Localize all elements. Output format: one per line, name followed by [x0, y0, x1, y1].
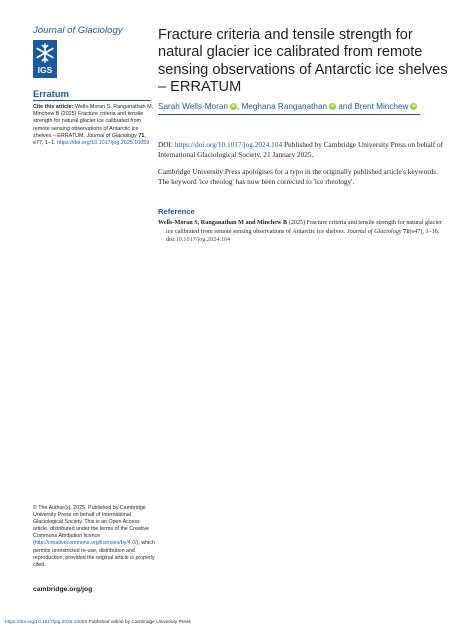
reference-authors: Wells-Moran S, Ranganathan M and Minchew B [158, 219, 288, 226]
author-name[interactable]: Meghana Ranganathan [241, 102, 328, 111]
article-title: Fracture criteria and tensile strength for natural glacier ice calibrated from remote sensing observations of Antarctic ice shelves – ERRATUM [158, 27, 448, 95]
orcid-icon[interactable] [230, 103, 237, 110]
doi-paragraph [158, 140, 448, 159]
reference-journal: Journal of Glaciology [346, 227, 402, 235]
author-divider [158, 114, 420, 115]
article-type-label: Erratum [33, 88, 69, 99]
footer-doi-link[interactable]: https://doi.org/10.1017/jog.2025.10059 [5, 620, 88, 625]
doi-paragraph-text: Published by Cambridge University Press on behalf of International Glaciological Society, 21 January 2025. [158, 140, 444, 159]
journal-website[interactable]: cambridge.org/jog [33, 586, 93, 593]
reference-text: ice calibrated from remote sensing observations of Antarctic ice shelves. [166, 227, 346, 235]
license-block [33, 505, 155, 569]
author-name[interactable]: Sarah Wells-Moran [158, 102, 228, 111]
citation-doi-link[interactable]: https://doi.org/10.1017/jog.2025.10059 [56, 140, 150, 147]
orcid-icon[interactable] [410, 103, 417, 110]
correction-paragraph: Cambridge University Press apologises for a typo in the originally published article's keywords. The keyword 'ice rheolog' has now been corrected to 'ice rheology'. [158, 167, 438, 186]
author-separator: and [336, 102, 355, 111]
author-separator: , [236, 102, 242, 111]
divider [33, 100, 151, 101]
citation-volume: 71 [138, 132, 145, 139]
footer-text: Published online by Cambridge University Press [87, 620, 191, 625]
author-name[interactable]: Brent Minchew [354, 102, 409, 111]
reference-pages: (e47), 1–16. [409, 227, 440, 235]
reference-doi-prefix: doi: [166, 236, 176, 244]
citation-text: Wells-Moran S, Ranganathan M, Minchew B (2025) Fracture criteria and tensile strength for natural glacier ice calibrated from remote sensing observations of Antarctic ice shelves – ERRATUM. [33, 104, 154, 139]
page-footer [5, 620, 191, 625]
author-list [158, 102, 417, 111]
reference-entry [158, 219, 448, 245]
license-text-start: © The Author(s), 2025. Published by Cambridge University Press on behalf of International Glaciological Society. This is an Open Access article, distributed under the terms of the Creative Commons Attribution licence ( [33, 505, 149, 547]
logo-text: IGS [37, 65, 53, 75]
citation-journal: Journal of Glaciology [86, 132, 137, 139]
citation-block [33, 104, 155, 147]
license-text-end: ), which permits unrestricted re-use, distribution and reproduction, provided the original article is properly cited. [33, 540, 155, 568]
license-link[interactable]: http://creativecommons.org/licenses/by/4.0/ [34, 540, 137, 547]
citation-label: Cite this article: [33, 104, 74, 110]
doi-prefix: DOI: [158, 140, 175, 149]
orcid-icon[interactable] [329, 103, 336, 110]
citation-pages: , e77, 1–1. [33, 132, 146, 147]
journal-name: Journal of Glaciology [33, 25, 123, 36]
reference-volume: 71 [403, 227, 410, 235]
original-doi-link[interactable]: https://doi.org/10.1017/jog.2024.104 [174, 140, 283, 149]
reference-heading: Reference [158, 207, 195, 216]
reference-text: (2025) Fracture criteria and tensile strength for natural glacier [287, 219, 442, 226]
reference-doi-link[interactable]: 10.1017/jog.2024.104 [175, 236, 231, 244]
